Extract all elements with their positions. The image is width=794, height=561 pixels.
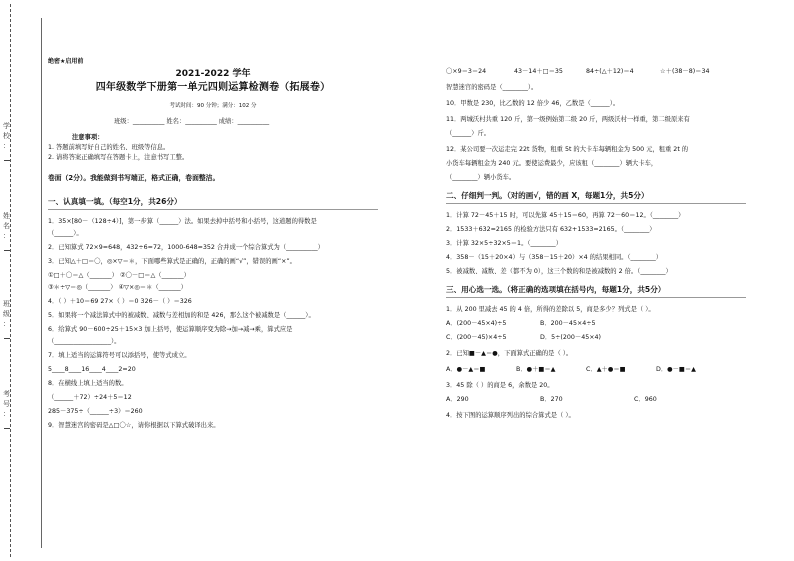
- binding-char: 姓: [3, 212, 10, 220]
- question-line: 3．已知△＋□＝〇，◎×▽＝＊，下面哪些算式是正确的，正确的画“√”，错误的画“×”。: [48, 258, 296, 265]
- question-line: 6．给算式 90－600÷25＋15×3 加上括号，使运算顺序变为除→加→减→乘，算式应是: [48, 326, 293, 333]
- margin-line: [41, 18, 42, 548]
- choice-question: 2．已知■－▲＝●，下面算式正确的是（ ）。: [446, 350, 573, 357]
- secret-label: 绝密★启用前: [48, 58, 84, 65]
- choice-option: D．5÷(200－45×4): [540, 334, 601, 341]
- section-divider: [48, 209, 378, 210]
- question-line: 1．35×[80－（128÷4）]，第一步算（______）法。如果去掉中括号和小括号，这道题的得数是: [48, 218, 317, 225]
- question-line: 8．在横线上填上适当的数。: [48, 380, 128, 387]
- judge-item: 4．358－（15＋20×4）与（358－15＋20）×4 的结果相同。（________）: [446, 254, 663, 261]
- binding-blank: [4, 250, 10, 251]
- section-2-heading: 二、仔细判一判。（对的画√，错的画 X，每题1分，共5分）: [446, 191, 649, 200]
- binding-char: ：: [3, 232, 10, 240]
- section-divider: [446, 203, 746, 204]
- question-line: 智慧迷宫的密码是（________）。: [446, 84, 538, 91]
- question-line: （______）。: [48, 230, 83, 237]
- judge-item: 3．计算 32×5÷32×5＝1。（________）: [446, 240, 562, 247]
- question-line: 小货车每辆租金为 240 元。要使运费最少，应该租（________）辆大卡车，: [446, 160, 658, 167]
- student-fields: 班级：__________ 姓名：__________ 成绩：__________: [114, 118, 270, 125]
- note-item: 2. 请将答案正确填写在答题卡上，注意书写工整。: [48, 154, 189, 161]
- note-item: 1. 答题前填写好自己的姓名、班级等信息。: [48, 144, 170, 151]
- question-line: 12．某公司要一次运走完 22t 货物，租重 5t 的大卡车每辆租金为 500 元，租重 2t 的: [446, 146, 689, 153]
- formula: ☆＋(38－8)＝34: [660, 68, 710, 75]
- binding-strip: [0, 0, 44, 561]
- year-title: 2021-2022 学年: [175, 69, 251, 79]
- binding-char: 学: [3, 122, 10, 130]
- binding-char: ：: [3, 410, 10, 418]
- question-line: 9．智慧迷宫的密码是△□〇☆，请你根据以下算式破译出来。: [48, 422, 220, 429]
- binding-blank: [4, 428, 10, 429]
- choice-option: C．(200－45)×4÷5: [446, 334, 507, 341]
- binding-char: ：: [3, 142, 10, 150]
- binding-char: 考: [3, 390, 10, 398]
- question-line: （______）斤。: [446, 130, 491, 137]
- section-3-heading: 三、用心选一选。（将正确的选项填在括号内，每题1分，共5分）: [446, 285, 666, 294]
- judge-item: 2．1533＋632=2165 的检验方法只有 632+1533=2165。（________）: [446, 226, 656, 233]
- choice-option: B．●＋■＝▲: [516, 366, 556, 373]
- judge-item: 5．被减数、减数、差（都不为 0），这三个数的和是被减数的 2 倍。（________）: [446, 268, 672, 275]
- question-line: 10．甲数是 230，比乙数的 12 倍少 46，乙数是（______）。: [446, 100, 620, 107]
- choice-question: 1．从 200 里减去 45 的 4 倍，所得的差除以 5，商是多少？列式是（ ）。: [446, 306, 655, 313]
- section-divider: [446, 297, 746, 298]
- judge-item: 1．计算 72－45＋15 时，可以先算 45＋15＝60，再算 72－60＝12。（________）: [446, 212, 685, 219]
- question-line: 4．（ ）＋10＝69 27×（ ）＝0 326－（ ）＝326: [48, 298, 192, 305]
- binding-char: 名: [3, 222, 10, 230]
- binding-blank: [4, 338, 10, 339]
- formula: 43－14＋□＝35: [514, 68, 563, 75]
- binding-char: 号: [3, 400, 10, 408]
- section-1-heading: 一、认真填一填。（每空1分，共26分）: [48, 197, 182, 206]
- question-line: 11．两城沃村共重 120 斤，第一级例始第二级 20 斤，两级沃村一样重，第二级原来有: [446, 116, 690, 123]
- question-line: 285－375÷（______÷3）＝260: [48, 408, 143, 415]
- neatness-note: 卷面（2分）。我能做到书写端正，格式正确，卷面整洁。: [48, 174, 220, 182]
- formula: 84÷(△＋12)＝4: [586, 68, 634, 75]
- choice-option: C．960: [634, 396, 657, 403]
- cut-line: [10, 4, 11, 557]
- exam-meta: 考试时间：90 分钟；满分：102 分: [169, 103, 257, 109]
- choice-option: B．270: [540, 396, 563, 403]
- question-line: （______＋72）÷24＋5＝12: [48, 394, 132, 401]
- choice-option: A．●－▲＝■: [446, 366, 486, 373]
- question-line: 5____8____16____4____2=20: [48, 366, 136, 373]
- binding-blank: [4, 160, 10, 161]
- question-line: 5．如果将一个减法算式中的被减数、减数与差相加的和是 426，那么这个被减数是（______）。: [48, 312, 315, 319]
- choice-option: A．290: [446, 396, 469, 403]
- notes-title: 注意事项：: [72, 134, 104, 141]
- choice-option: A．(200－45×4)÷5: [446, 320, 507, 327]
- question-line: ①□＋〇＝△（_______） ②〇－□＝△（_______）: [48, 272, 190, 279]
- page-title: 四年级数学下册第一单元四则运算检测卷（拓展卷）: [95, 82, 331, 93]
- binding-char: ：: [3, 320, 10, 328]
- choice-question: 3．45 除（ ）的商是 6，余数是 20。: [446, 382, 554, 389]
- question-line: 7．填上适当的运算符号可以添括号，使等式成立。: [48, 352, 191, 359]
- choice-option: C．▲＋●＝■: [586, 366, 626, 373]
- question-line: ③＊÷▽＝◎（_______） ④▽×◎＝＊（_______）: [48, 284, 187, 291]
- binding-char: 校: [3, 132, 10, 140]
- question-line: （________）辆小货车。: [446, 174, 516, 181]
- question-line: 2．已知算式 72×9=648，432÷6=72，1000-648=352 合并成一个综合算式为（__________）: [48, 244, 324, 251]
- question-line: （__________________）。: [48, 338, 121, 345]
- choice-question: 4．按下图的运算顺序列出的综合算式是（ ）。: [446, 412, 575, 419]
- choice-option: B．200－45×4÷5: [540, 320, 596, 327]
- formula: 〇×9＝3＝24: [446, 68, 487, 75]
- binding-char: 班: [3, 300, 10, 308]
- binding-char: 级: [3, 310, 10, 318]
- choice-option: D．●－■＝▲: [656, 366, 697, 373]
